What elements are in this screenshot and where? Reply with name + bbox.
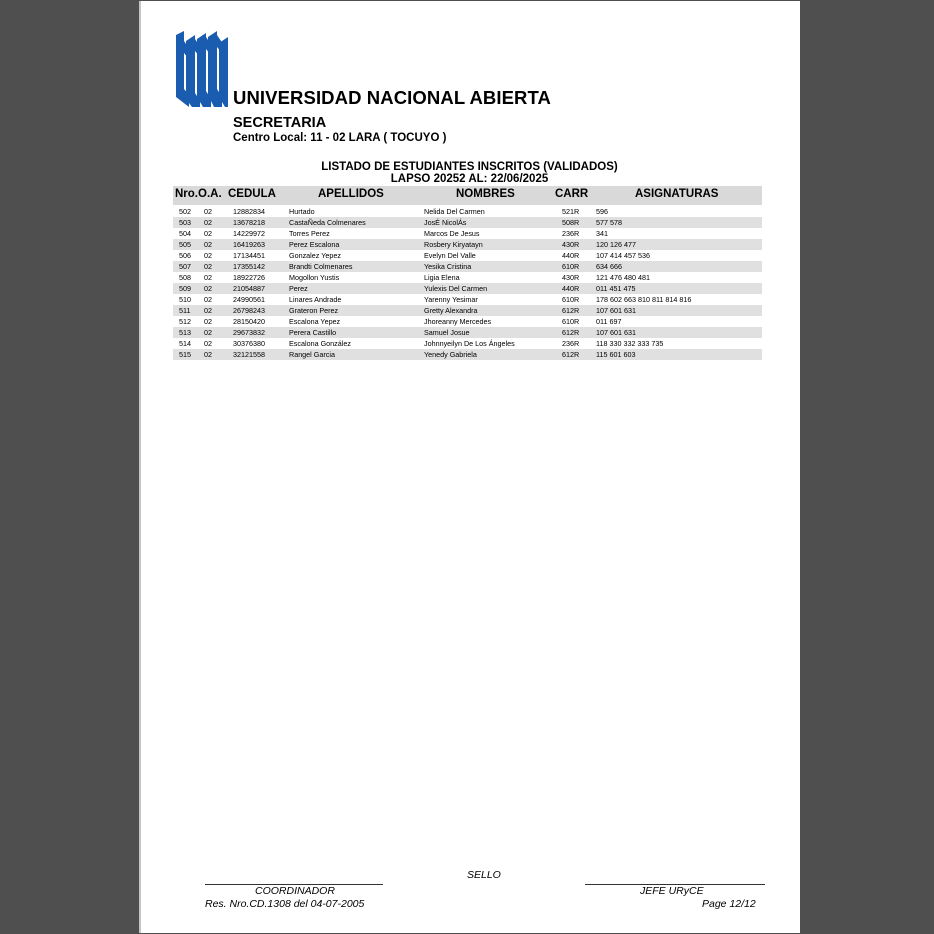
- cell-nro: 512: [179, 317, 191, 326]
- cell-carr: 521R: [562, 207, 580, 216]
- cell-oa: 02: [204, 229, 212, 238]
- table-row: [173, 338, 762, 349]
- table-row: [173, 283, 762, 294]
- cell-apellidos: Gonzalez Yepez: [289, 251, 341, 260]
- cell-cedula: 30376380: [233, 339, 265, 348]
- department-label: SECRETARIA: [233, 115, 327, 131]
- cell-nro: 504: [179, 229, 191, 238]
- cell-carr: 236R: [562, 229, 580, 238]
- cell-carr: 236R: [562, 339, 580, 348]
- cell-cedula: 17134451: [233, 251, 265, 260]
- cell-apellidos: Hurtado: [289, 207, 315, 216]
- resolution-label: Res. Nro.CD.1308 del 04-07-2005: [205, 898, 365, 910]
- cell-oa: 02: [204, 317, 212, 326]
- cell-asignaturas: 596: [596, 207, 608, 216]
- cell-apellidos: Torres Perez: [289, 229, 330, 238]
- cell-asignaturas: 634 666: [596, 262, 622, 271]
- cell-carr: 612R: [562, 350, 580, 359]
- institution-title: UNIVERSIDAD NACIONAL ABIERTA: [233, 87, 551, 108]
- cell-cedula: 32121558: [233, 350, 265, 359]
- centro-local-label: Centro Local: 11 - 02 LARA ( TOCUYO ): [233, 132, 447, 144]
- cell-oa: 02: [204, 273, 212, 282]
- cell-oa: 02: [204, 306, 212, 315]
- cell-cedula: 16419263: [233, 240, 265, 249]
- col-nombres: NOMBRES: [456, 188, 515, 200]
- cell-oa: 02: [204, 218, 212, 227]
- cell-carr: 610R: [562, 295, 580, 304]
- page-number: Page 12/12: [702, 898, 756, 910]
- cell-carr: 610R: [562, 262, 580, 271]
- cell-cedula: 14229972: [233, 229, 265, 238]
- cell-carr: 508R: [562, 218, 580, 227]
- cell-carr: 612R: [562, 328, 580, 337]
- una-logo-icon: [176, 31, 228, 107]
- col-cedula: CEDULA: [228, 188, 276, 200]
- cell-nro: 507: [179, 262, 191, 271]
- cell-cedula: 17355142: [233, 262, 265, 271]
- jefe-label: JEFE URyCE: [640, 885, 704, 897]
- cell-asignaturas: 107 601 631: [596, 328, 636, 337]
- cell-asignaturas: 120 126 477: [596, 240, 636, 249]
- table-row: [173, 250, 762, 261]
- col-asignaturas: ASIGNATURAS: [635, 188, 719, 200]
- cell-cedula: 18922726: [233, 273, 265, 282]
- cell-nombres: Yenedy Gabriela: [424, 350, 477, 359]
- cell-oa: 02: [204, 240, 212, 249]
- cell-nro: 502: [179, 207, 191, 216]
- cell-nro: 513: [179, 328, 191, 337]
- cell-oa: 02: [204, 284, 212, 293]
- col-nro-oa: Nro.O.A.: [175, 188, 222, 200]
- cell-oa: 02: [204, 350, 212, 359]
- cell-nombres: Ligia Elena: [424, 273, 460, 282]
- cell-nombres: Yulexis Del Carmen: [424, 284, 488, 293]
- cell-nombres: Yesika Cristina: [424, 262, 472, 271]
- cell-nro: 515: [179, 350, 191, 359]
- table-row: [173, 228, 762, 239]
- cell-nombres: Gretty Alexandra: [424, 306, 478, 315]
- cell-apellidos: Linares Andrade: [289, 295, 342, 304]
- cell-apellidos: Rangel Garcia: [289, 350, 335, 359]
- cell-nombres: JosÉ NicolÁs: [424, 218, 467, 227]
- cell-nombres: Johnnyeilyn De Los Ángeles: [424, 339, 515, 348]
- cell-asignaturas: 118 330 332 333 735: [596, 339, 664, 348]
- cell-nro: 506: [179, 251, 191, 260]
- cell-nombres: Marcos De Jesus: [424, 229, 480, 238]
- table-row: [173, 294, 762, 305]
- lapso-label: LAPSO 20252 AL: 22/06/2025: [390, 173, 549, 185]
- cell-oa: 02: [204, 262, 212, 271]
- cell-apellidos: CastaÑeda Colmenares: [289, 218, 366, 227]
- cell-asignaturas: 341: [596, 229, 608, 238]
- cell-asignaturas: 178 602 663 810 811 814 816: [596, 295, 692, 304]
- cell-asignaturas: 011 451 475: [596, 284, 636, 293]
- table-row: [173, 272, 762, 283]
- table-row: [173, 349, 762, 360]
- table-row: [173, 217, 762, 228]
- cell-asignaturas: 107 414 457 536: [596, 251, 650, 260]
- cell-cedula: 21054887: [233, 284, 265, 293]
- cell-apellidos: Perera Castillo: [289, 328, 337, 337]
- cell-carr: 610R: [562, 317, 580, 326]
- cell-asignaturas: 107 601 631: [596, 306, 636, 315]
- cell-asignaturas: 577 578: [596, 218, 622, 227]
- cell-cedula: 13678218: [233, 218, 265, 227]
- table-row: [173, 261, 762, 272]
- table-body: [173, 206, 762, 360]
- coordinador-label: COORDINADOR: [255, 885, 335, 897]
- cell-cedula: 26798243: [233, 306, 265, 315]
- cell-carr: 430R: [562, 240, 580, 249]
- cell-apellidos: Mogollon Yustis: [289, 273, 340, 282]
- cell-nombres: Yarenny Yesimar: [424, 295, 478, 304]
- cell-carr: 440R: [562, 284, 580, 293]
- cell-oa: 02: [204, 207, 212, 216]
- cell-asignaturas: 115 601 603: [596, 350, 636, 359]
- cell-nro: 503: [179, 218, 191, 227]
- cell-carr: 430R: [562, 273, 580, 282]
- cell-apellidos: Grateron Perez: [289, 306, 339, 315]
- cell-nro: 505: [179, 240, 191, 249]
- cell-nro: 510: [179, 295, 191, 304]
- table-row: [173, 206, 762, 217]
- cell-asignaturas: 011 697: [596, 317, 622, 326]
- cell-apellidos: Perez Escalona: [289, 240, 340, 249]
- col-apellidos: APELLIDOS: [318, 188, 384, 200]
- cell-apellidos: Escalona Yepez: [289, 317, 341, 326]
- cell-cedula: 28150420: [233, 317, 265, 326]
- cell-carr: 440R: [562, 251, 580, 260]
- table-row: [173, 239, 762, 250]
- table-header: [173, 186, 762, 205]
- cell-nro: 514: [179, 339, 191, 348]
- cell-nro: 508: [179, 273, 191, 282]
- cell-oa: 02: [204, 251, 212, 260]
- cell-asignaturas: 121 476 480 481: [596, 273, 650, 282]
- cell-apellidos: Perez: [289, 284, 308, 293]
- cell-nro: 511: [179, 306, 191, 315]
- cell-nombres: Jhoreanny Mercedes: [424, 317, 492, 326]
- cell-apellidos: Brandti Colmenares: [289, 262, 353, 271]
- sello-label: SELLO: [467, 869, 501, 881]
- cell-cedula: 29673832: [233, 328, 265, 337]
- cell-carr: 612R: [562, 306, 580, 315]
- cell-oa: 02: [204, 328, 212, 337]
- col-carr: CARR: [555, 188, 589, 200]
- page-edge: [139, 1, 141, 933]
- cell-oa: 02: [204, 295, 212, 304]
- table-row: [173, 327, 762, 338]
- document-page: [139, 1, 800, 933]
- cell-nombres: Rosbery Kiryatayn: [424, 240, 483, 249]
- cell-apellidos: Escalona González: [289, 339, 351, 348]
- cell-nombres: Nelida Del Carmen: [424, 207, 485, 216]
- table-row: [173, 305, 762, 316]
- cell-nombres: Samuel Josue: [424, 328, 470, 337]
- cell-oa: 02: [204, 339, 212, 348]
- list-title: LISTADO DE ESTUDIANTES INSCRITOS (VALIDADOS): [321, 161, 618, 173]
- cell-cedula: 24990561: [233, 295, 265, 304]
- cell-cedula: 12882834: [233, 207, 265, 216]
- table-row: [173, 316, 762, 327]
- cell-nombres: Evelyn Del Valle: [424, 251, 476, 260]
- cell-nro: 509: [179, 284, 191, 293]
